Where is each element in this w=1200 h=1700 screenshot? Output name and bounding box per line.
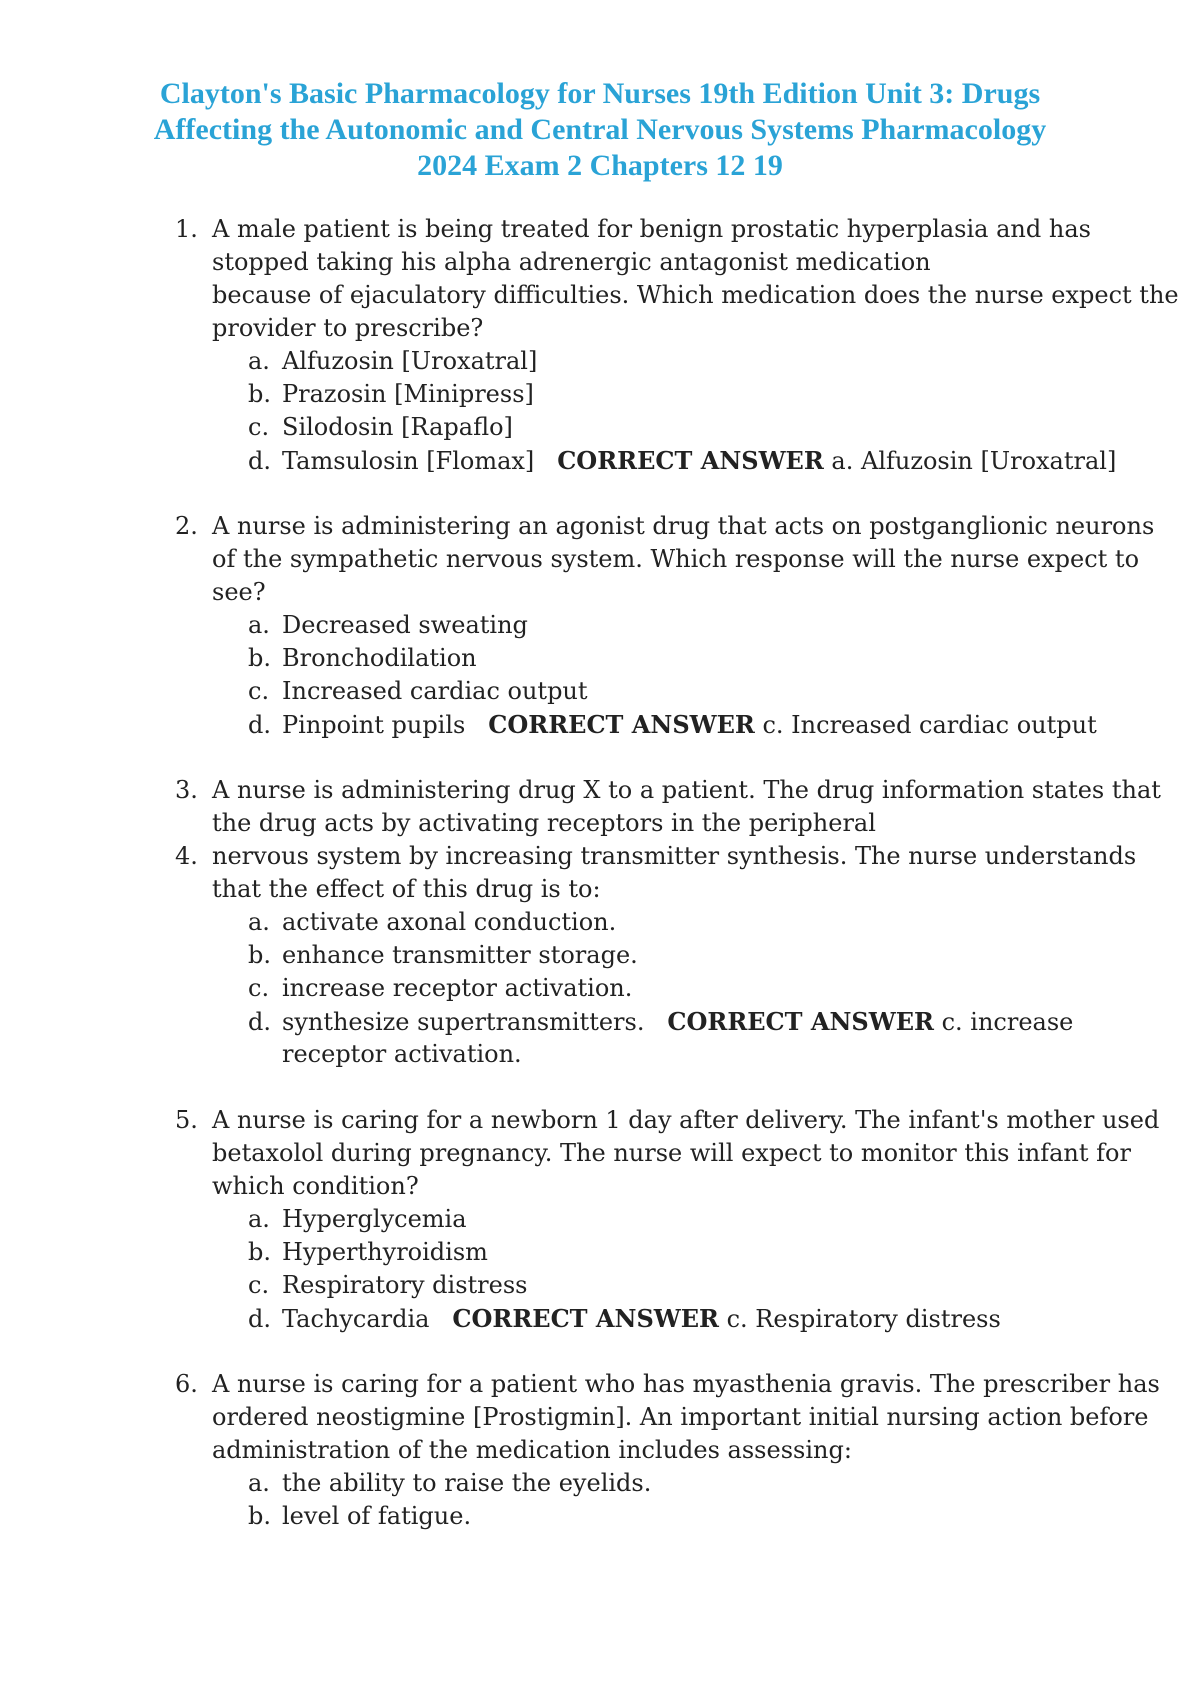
option-b — [248, 939, 638, 972]
question-line: stopped taking his alpha adrenergic antagonist medication — [212, 248, 931, 276]
option-letter: a. — [248, 1205, 270, 1233]
correct-answer-text: a. Alfuzosin [Uroxatral] — [831, 447, 1117, 475]
option-letter: a. — [248, 908, 270, 936]
option-text: Tamsulosin [Flomax] — [282, 447, 535, 475]
question-line: the drug acts by activating receptors in the peripheral — [212, 809, 876, 837]
question-number: 6. — [175, 1370, 198, 1398]
question-line: A nurse is caring for a newborn 1 day after delivery. The infant's mother used — [212, 1106, 1160, 1134]
option-text: the ability to raise the eyelids. — [282, 1469, 652, 1497]
question-text — [212, 510, 1154, 609]
option-text: activate axonal conduction. — [282, 908, 617, 936]
correct-answer-label: CORRECT ANSWER — [557, 446, 824, 475]
option-letter: a. — [248, 611, 270, 639]
option-text: synthesize supertransmitters. — [282, 1008, 645, 1036]
option-letter: c. — [248, 1271, 270, 1299]
option-c — [248, 675, 588, 708]
option-letter: c. — [248, 677, 270, 705]
option-letter: b. — [248, 1502, 271, 1530]
question-line: A male patient is being treated for benign prostatic hyperplasia and has — [212, 215, 1091, 243]
question-text — [212, 1368, 1160, 1467]
correct-answer-text: c. Respiratory distress — [726, 1305, 1001, 1333]
option-a — [248, 1467, 651, 1500]
option-letter: b. — [248, 644, 271, 672]
option-letter: b. — [248, 941, 271, 969]
option-text: Silodosin [Rapaflo] — [282, 413, 513, 441]
option-letter: d. — [248, 447, 271, 475]
question-number: 4. — [175, 842, 198, 870]
option-text: Decreased sweating — [282, 611, 528, 639]
question-line: which condition? — [212, 1172, 419, 1200]
question-line: see? — [212, 578, 266, 606]
question-text — [212, 1104, 1159, 1203]
option-b — [248, 378, 534, 411]
question-line: of the sympathetic nervous system. Which response will the nurse expect to — [212, 545, 1140, 573]
option-text: increase receptor activation. — [282, 974, 633, 1002]
option-letter: c. — [248, 413, 270, 441]
option-letter: b. — [248, 1238, 271, 1266]
option-text: Hyperthyroidism — [282, 1238, 488, 1266]
question-line: nervous system by increasing transmitter synthesis. The nurse understands — [212, 842, 1137, 870]
option-a — [248, 1203, 467, 1236]
question-line: provider to prescribe? — [212, 314, 484, 342]
option-a — [248, 609, 528, 642]
question-text — [212, 213, 1179, 345]
option-text: Increased cardiac output — [282, 677, 588, 705]
question-text — [212, 774, 1161, 906]
option-letter: b. — [248, 380, 271, 408]
title-line: Affecting the Autonomic and Central Nervous Systems Pharmacology — [153, 113, 1047, 146]
question-line: because of ejaculatory difficulties. Which medication does the nurse expect the — [212, 281, 1179, 309]
option-text: Alfuzosin [Uroxatral] — [282, 347, 538, 375]
title-line: Clayton's Basic Pharmacology for Nurses 19th Edition Unit 3: Drugs — [159, 77, 1041, 110]
option-text: Bronchodilation — [282, 644, 477, 672]
option-letter: a. — [248, 1469, 270, 1497]
option-text: Hyperglycemia — [282, 1205, 467, 1233]
question-line: ordered neostigmine [Prostigmin]. An important initial nursing action before — [212, 1403, 1149, 1431]
option-text: Pinpoint pupils — [282, 711, 466, 739]
correct-answer-label: CORRECT ANSWER — [667, 1007, 934, 1036]
question-line: A nurse is administering drug X to a patient. The drug information states that — [212, 776, 1161, 804]
correct-answer-text: c. Increased cardiac output — [762, 711, 1097, 739]
question-line: that the effect of this drug is to: — [212, 875, 601, 903]
option-text: Respiratory distress — [282, 1271, 528, 1299]
option-d — [248, 444, 1116, 478]
option-d — [248, 1302, 1001, 1336]
option-letter: d. — [248, 1008, 271, 1036]
option-text: Prazosin [Minipress] — [282, 380, 534, 408]
option-b — [248, 1236, 488, 1269]
option-text: enhance transmitter storage. — [282, 941, 638, 969]
document-title — [120, 76, 1080, 184]
title-line: 2024 Exam 2 Chapters 12 19 — [417, 149, 783, 182]
question-number: 3. — [175, 776, 198, 804]
option-c — [248, 411, 513, 444]
correct-answer-text: c. increase — [941, 1008, 1074, 1036]
question-number: 2. — [175, 512, 198, 540]
option-a — [248, 906, 616, 939]
option-d — [248, 708, 1097, 742]
option-d — [248, 1005, 1073, 1039]
question-line: administration of the medication includes assessing: — [212, 1436, 852, 1464]
option-letter: d. — [248, 1305, 271, 1333]
option-text: Tachycardia — [282, 1305, 430, 1333]
option-a — [248, 345, 537, 378]
question-number: 1. — [175, 215, 198, 243]
correct-answer-label: CORRECT ANSWER — [488, 710, 755, 739]
option-b — [248, 642, 477, 675]
option-letter: a. — [248, 347, 270, 375]
option-c — [248, 972, 632, 1005]
option-b — [248, 1500, 471, 1533]
question-line: betaxolol during pregnancy. The nurse will expect to monitor this infant for — [212, 1139, 1131, 1167]
correct-answer-continuation: receptor activation. — [282, 1040, 522, 1068]
correct-answer-label: CORRECT ANSWER — [452, 1304, 719, 1333]
option-letter: d. — [248, 711, 271, 739]
question-number: 5. — [175, 1106, 198, 1134]
question-line: A nurse is caring for a patient who has myasthenia gravis. The prescriber has — [212, 1370, 1160, 1398]
option-text: level of fatigue. — [282, 1502, 472, 1530]
option-letter: c. — [248, 974, 270, 1002]
option-c — [248, 1269, 527, 1302]
question-line: A nurse is administering an agonist drug that acts on postganglionic neurons — [212, 512, 1155, 540]
